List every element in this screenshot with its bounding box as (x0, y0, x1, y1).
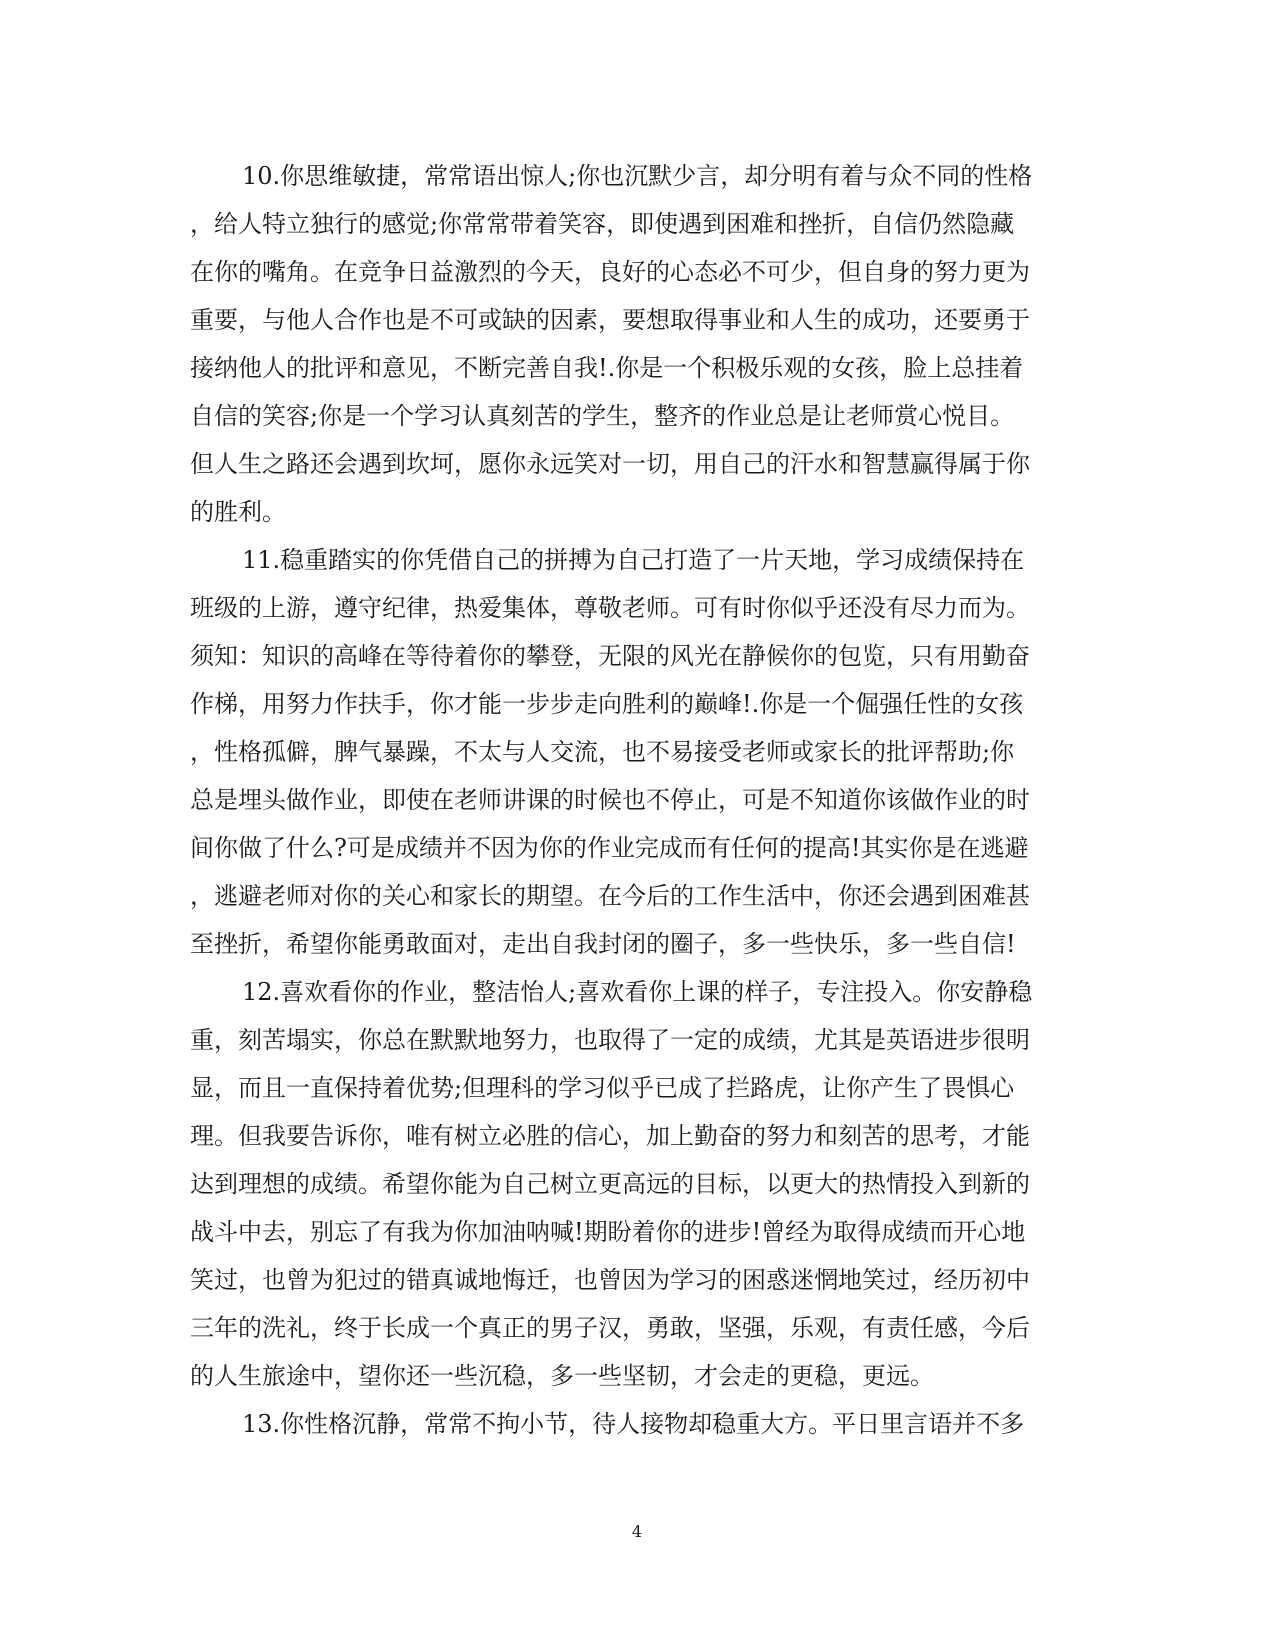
text-line: 至挫折，希望你能勇敢面对，走出自我封闭的圈子，多一些快乐，多一些自信! (190, 930, 1016, 958)
text-line: ，性格孤僻，脾气暴躁，不太与人交流，也不易接受老师或家长的批评帮助;你 (190, 738, 1015, 766)
text-line: 10.你思维敏捷，常常语出惊人;你也沉默少言，却分明有着与众不同的性格 (242, 162, 1033, 190)
text-line: 但人生之路还会遇到坎坷，愿你永远笑对一切，用自己的汗水和智慧赢得属于你 (190, 450, 1030, 478)
text-line: 三年的洗礼，终于长成一个真正的男子汉，勇敢，坚强，乐观，有责任感，今后 (190, 1314, 1030, 1342)
text-line: ，给人特立独行的感觉;你常常带着笑容，即使遇到困难和挫折，自信仍然隐藏 (190, 210, 1015, 238)
document-body (190, 152, 1058, 1448)
text-line: 显，而且一直保持着优势;但理科的学习似乎已成了拦路虎，让你产生了畏惧心 (190, 1074, 1015, 1102)
text-line: 须知：知识的高峰在等待着你的攀登，无限的风光在静候你的包览，只有用勤奋 (190, 642, 1030, 670)
paragraph-11 (190, 536, 1058, 968)
text-line: 笑过，也曾为犯过的错真诚地悔迁，也曾因为学习的困惑迷惘地笑过，经历初中 (190, 1266, 1030, 1294)
paragraph-12 (190, 968, 1058, 1400)
text-line: 接纳他人的批评和意见，不断完善自我!.你是一个积极乐观的女孩，脸上总挂着 (190, 354, 1024, 382)
text-line: 在你的嘴角。在竞争日益激烈的今天，良好的心态必不可少，但自身的努力更为 (190, 258, 1030, 286)
text-line: 11.稳重踏实的你凭借自己的拼搏为自己打造了一片天地，学习成绩保持在 (242, 546, 1025, 574)
text-line: ，逃避老师对你的关心和家长的期望。在今后的工作生活中，你还会遇到困难甚 (190, 882, 1030, 910)
paragraph-13 (190, 1400, 1058, 1448)
text-line: 13.你性格沉静，常常不拘小节，待人接物却稳重大方。平日里言语并不多 (242, 1410, 1025, 1438)
text-line: 达到理想的成绩。希望你能为自己树立更高远的目标，以更大的热情投入到新的 (190, 1170, 1030, 1198)
text-line: 重要，与他人合作也是不可或缺的因素，要想取得事业和人生的成功，还要勇于 (190, 306, 1030, 334)
text-line: 的胜利。 (190, 498, 286, 526)
text-line: 总是埋头做作业，即使在老师讲课的时候也不停止，可是不知道你该做作业的时 (190, 786, 1030, 814)
text-line: 12.喜欢看你的作业，整洁怡人;喜欢看你上课的样子，专注投入。你安静稳 (242, 978, 1033, 1006)
text-line: 战斗中去，别忘了有我为你加油呐喊!期盼着你的进步!曾经为取得成绩而开心地 (190, 1218, 1026, 1246)
text-line: 理。但我要告诉你，唯有树立必胜的信心，加上勤奋的努力和刻苦的思考，才能 (190, 1122, 1030, 1150)
text-line: 自信的笑容;你是一个学习认真刻苦的学生，整齐的作业总是让老师赏心悦目。 (190, 402, 1015, 430)
text-line: 重，刻苦塌实，你总在默默地努力，也取得了一定的成绩，尤其是英语进步很明 (190, 1026, 1030, 1054)
page-number: 4 (631, 1522, 643, 1541)
text-line: 作梯，用努力作扶手，你才能一步步走向胜利的巅峰!.你是一个倔强任性的女孩 (190, 690, 1024, 718)
text-line: 班级的上游，遵守纪律，热爱集体，尊敬老师。可有时你似乎还没有尽力而为。 (190, 594, 1030, 622)
text-line: 间你做了什么?可是成绩并不因为你的作业完成而有任何的提高!其实你是在逃避 (190, 834, 1029, 862)
paragraph-10 (190, 152, 1058, 536)
text-line: 的人生旅途中，望你还一些沉稳，多一些坚韧，才会走的更稳，更远。 (190, 1362, 934, 1390)
